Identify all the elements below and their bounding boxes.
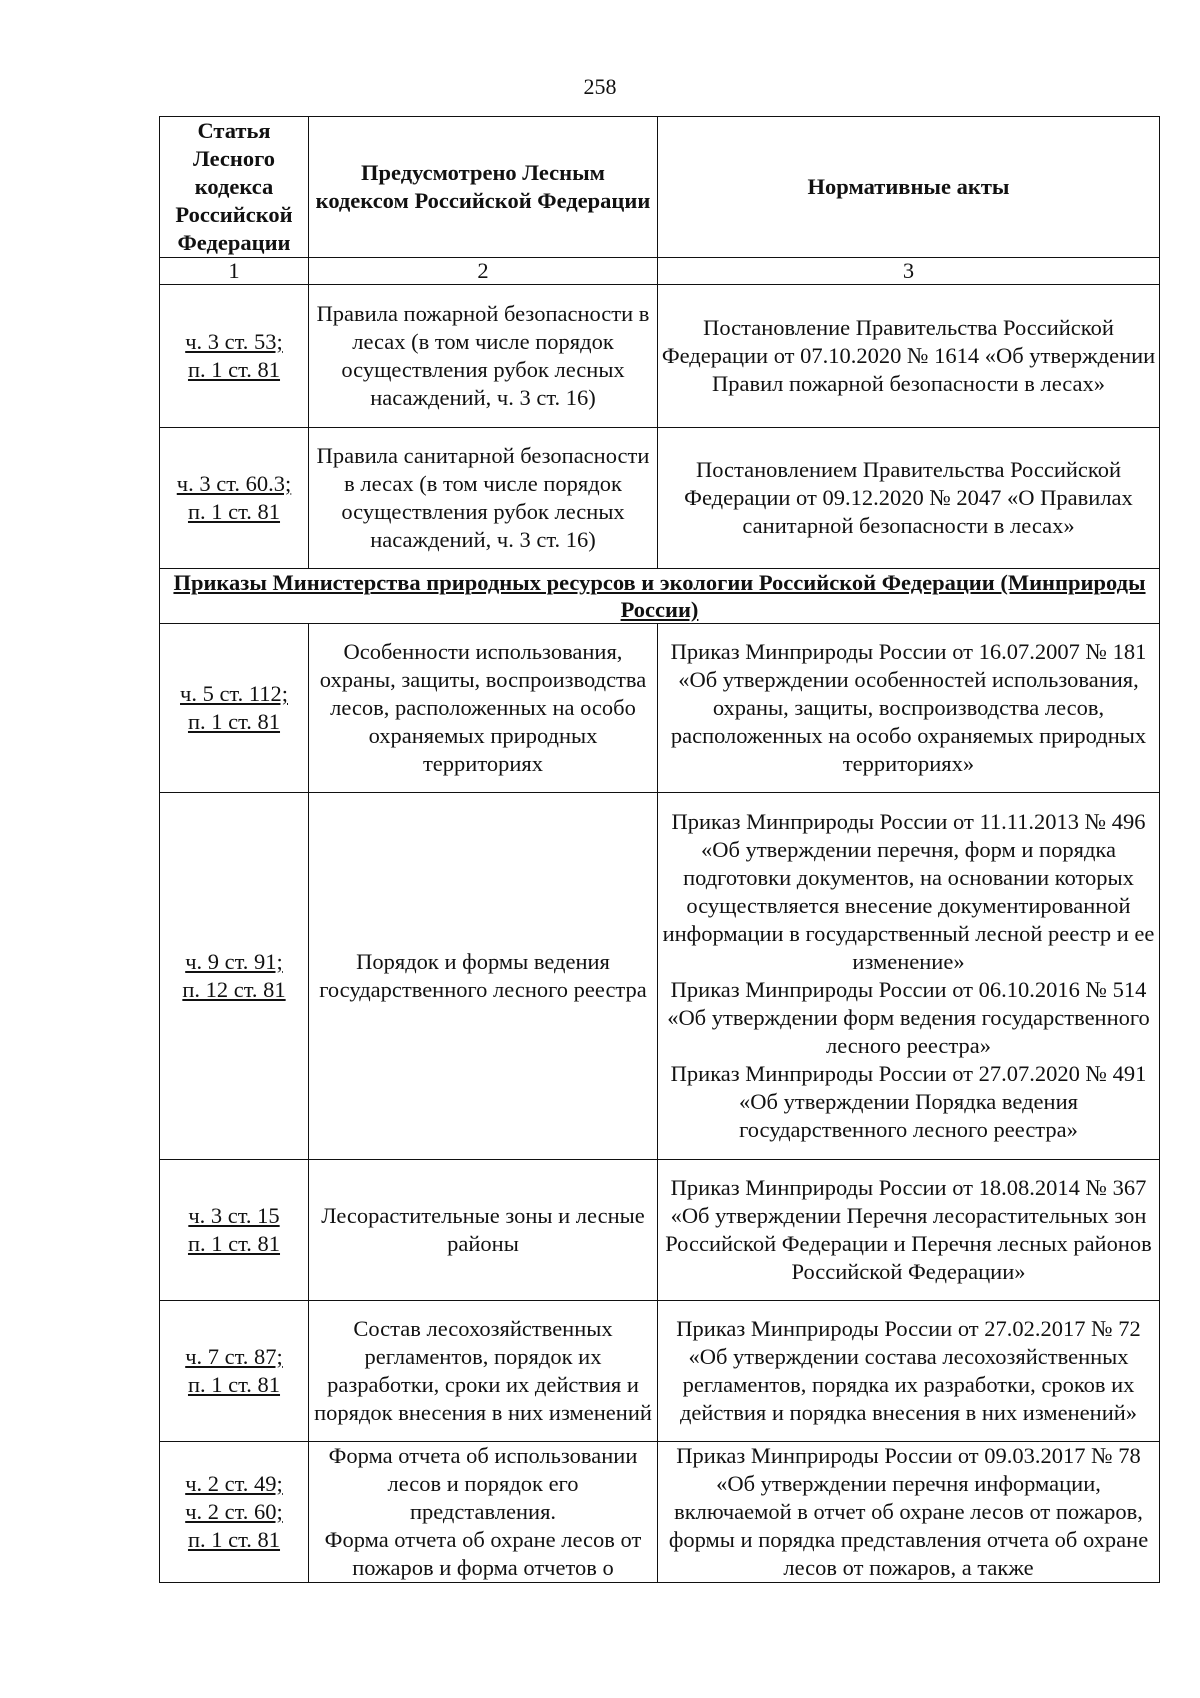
provision-text: Форма отчета об использовании лесов и порядок его представления.: [328, 1443, 638, 1524]
table-row: [160, 428, 1160, 569]
table-row: [160, 1160, 1160, 1301]
table-row: [160, 285, 1160, 428]
article-ref: п. 1 ст. 81: [187, 709, 281, 734]
regulations-table: [159, 116, 1160, 1583]
column-numbers-row: [160, 258, 1160, 285]
provision-cell: Порядок и формы ведения государственного лесного реестра: [309, 793, 658, 1160]
column-number: 1: [160, 258, 309, 285]
article-cell: [160, 1301, 309, 1442]
provision-cell: Правила санитарной безопасности в лесах (в том числе порядок осуществления рубок лесных насаждений, ч. 3 ст. 16): [309, 428, 658, 569]
section-header-row: [160, 569, 1160, 624]
table-header-row: [160, 117, 1160, 258]
acts-cell: Приказ Минприроды России от 18.08.2014 № 367 «Об утверждении Перечня лесорастительных зон Российской Федерации и Перечня лесных районов Российской Федерации»: [658, 1160, 1160, 1301]
column-number: 3: [658, 258, 1160, 285]
article-ref: п. 1 ст. 81: [187, 499, 281, 524]
header-acts: Нормативные акты: [658, 117, 1160, 258]
table-row: [160, 1442, 1160, 1583]
act-entry: Приказ Минприроды России от 06.10.2016 № 514 «Об утверждении форм ведения государственного лесного реестра»: [667, 977, 1150, 1058]
article-ref: ч. 9 ст. 91;: [185, 949, 283, 974]
article-ref: ч. 3 ст. 15: [188, 1203, 280, 1228]
article-ref: ч. 3 ст. 60.3;: [176, 471, 292, 496]
provision-text: Форма отчета об охране лесов от пожаров и форма отчетов о: [324, 1527, 642, 1580]
table-row: [160, 1301, 1160, 1442]
acts-cell: [658, 793, 1160, 1160]
article-ref: ч. 3 ст. 53;: [185, 329, 283, 354]
provision-cell: Состав лесохозяйственных регламентов, порядок их разработки, сроки их действия и порядок внесения в них изменений: [309, 1301, 658, 1442]
article-cell: [160, 1160, 309, 1301]
article-ref: ч. 2 ст. 49;: [185, 1471, 283, 1496]
acts-cell: Постановление Правительства Российской Федерации от 07.10.2020 № 1614 «Об утверждении Правил пожарной безопасности в лесах»: [658, 285, 1160, 428]
header-article: Статья Лесного кодекса Российской Федерации: [160, 117, 309, 258]
act-entry: Приказ Минприроды России от 27.07.2020 № 491 «Об утверждении Порядка ведения государственного лесного реестра»: [670, 1061, 1147, 1142]
header-provision: Предусмотрено Лесным кодексом Российской Федерации: [309, 117, 658, 258]
article-ref: п. 12 ст. 81: [182, 977, 286, 1002]
article-cell: [160, 428, 309, 569]
article-ref: ч. 2 ст. 60;: [185, 1499, 283, 1524]
article-cell: [160, 624, 309, 793]
article-cell: [160, 793, 309, 1160]
article-ref: п. 1 ст. 81: [187, 1527, 281, 1552]
acts-cell: Постановлением Правительства Российской Федерации от 09.12.2020 № 2047 «О Правилах санитарной безопасности в лесах»: [658, 428, 1160, 569]
table-row: [160, 624, 1160, 793]
acts-cell: Приказ Минприроды России от 16.07.2007 № 181 «Об утверждении особенностей использования, охраны, защиты, воспроизводства лесов, расположенных на особо охраняемых природных территориях»: [658, 624, 1160, 793]
article-ref: п. 1 ст. 81: [187, 357, 281, 382]
article-ref: п. 1 ст. 81: [187, 1231, 281, 1256]
acts-cell: Приказ Минприроды России от 27.02.2017 № 72 «Об утверждении состава лесохозяйственных регламентов, порядка их разработки, сроков их действия и порядка внесения в них изменений»: [658, 1301, 1160, 1442]
provision-cell: Особенности использования, охраны, защиты, воспроизводства лесов, расположенных на особо охраняемых природных территориях: [309, 624, 658, 793]
article-ref: п. 1 ст. 81: [187, 1372, 281, 1397]
article-cell: [160, 1442, 309, 1583]
acts-cell: Приказ Минприроды России от 09.03.2017 № 78 «Об утверждении перечня информации, включаемой в отчет об охране лесов от пожаров, формы и порядка представления отчета об охране лесов от пожаров, а также: [658, 1442, 1160, 1583]
article-ref: ч. 7 ст. 87;: [185, 1344, 283, 1369]
provision-cell: [309, 1442, 658, 1583]
page-number: 258: [583, 74, 617, 99]
table-row: [160, 793, 1160, 1160]
provision-cell: Лесорастительные зоны и лесные районы: [309, 1160, 658, 1301]
column-number: 2: [309, 258, 658, 285]
article-ref: ч. 5 ст. 112;: [180, 681, 288, 706]
act-entry: Приказ Минприроды России от 11.11.2013 № 496 «Об утверждении перечня, форм и порядка подготовки документов, на основании которых осуществляется внесение документированной информации в государственный лесной реестр и ее изменение»: [662, 809, 1155, 974]
article-cell: [160, 285, 309, 428]
section-title: Приказы Министерства природных ресурсов и экологии Российской Федерации (Минприроды России): [160, 569, 1160, 624]
provision-cell: Правила пожарной безопасности в лесах (в том числе порядок осуществления рубок лесных насаждений, ч. 3 ст. 16): [309, 285, 658, 428]
